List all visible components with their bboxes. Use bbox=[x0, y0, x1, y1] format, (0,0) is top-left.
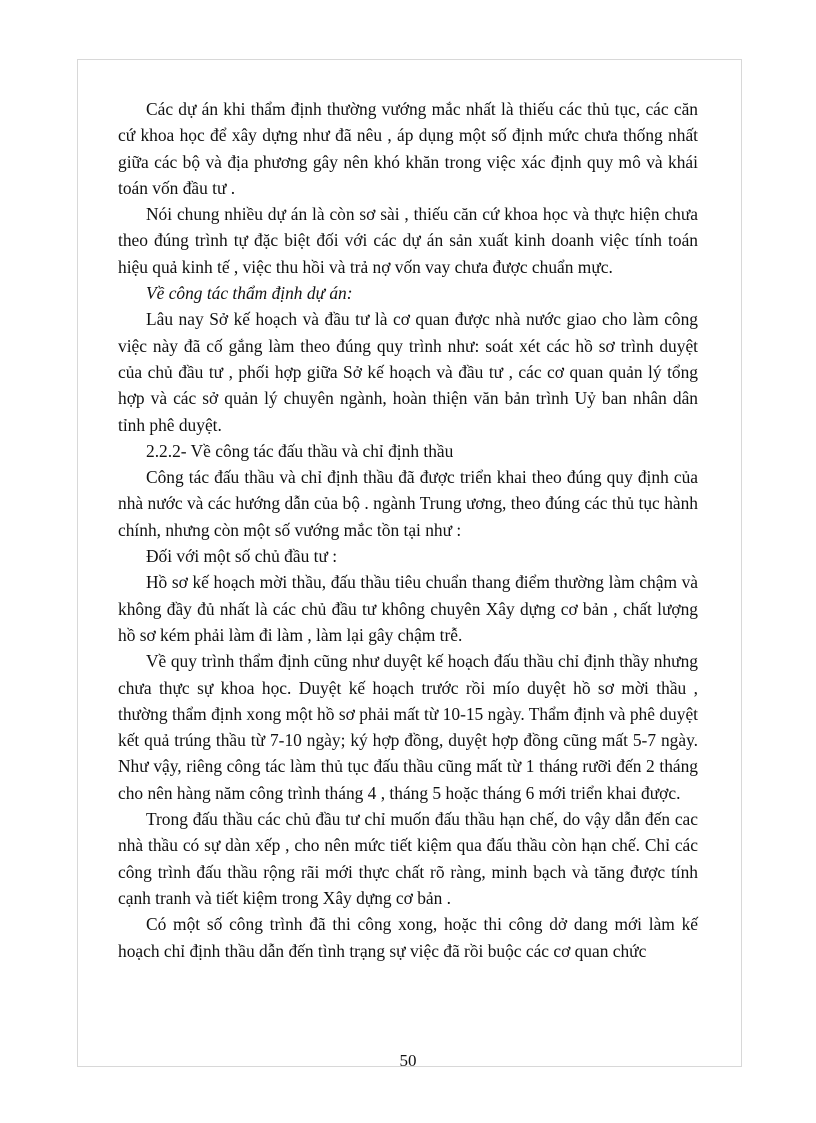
paragraph-planning-department: Lâu nay Sở kế hoạch và đầu tư là cơ quan được nhà nước giao cho làm công việc này đã cố gắng làm theo đúng quy trình như: soát xét các hồ sơ trình duyệt của chủ đầu tư , phối hợp giữa Sở kế hoạch và đầu tư , các cơ quan quản lý tổng hợp và các sở quản lý chuyên ngành, hoàn thiện văn bản trình Uỷ ban nhân dân tỉnh phê duyệt. bbox=[118, 309, 698, 435]
paragraph-appraisal-issues: Các dự án khi thẩm định thường vướng mắc nhất là thiếu các thủ tục, các căn cứ khoa học để xây dựng như đã nêu , áp dụng một số định mức chưa thống nhất giữa các bộ và địa phương gây nên khó khăn trong việc xác định quy mô và khái toán vốn đầu tư . bbox=[118, 99, 698, 198]
paragraph-completed-works: Có một số công trình đã thi công xong, hoặc thi công dở dang mới làm kế hoạch chỉ định thầu dẫn đến tình trạng sự việc đã rồi buộc các cơ quan chức bbox=[118, 914, 698, 961]
paragraph-bid-documents: Hồ sơ kế hoạch mời thầu, đấu thầu tiêu chuẩn thang điểm thường làm chậm và không đầy đủ nhất là các chủ đầu tư không chuyên Xây dựng cơ bản , chất lượng hồ sơ kém phải làm đi làm , làm lại gây chậm trễ. bbox=[118, 572, 698, 645]
section-heading-bidding: 2.2.2- Về công tác đấu thầu và chỉ định thầu bbox=[146, 440, 454, 461]
paragraph-bidding-overview: Công tác đấu thầu và chỉ định thầu đã được triển khai theo đúng quy định của nhà nước và các hướng dẫn của bộ . ngành Trung ương, theo đúng các thủ tục hành chính, nhưng còn một số vướng mắc tồn tại như : bbox=[118, 467, 698, 540]
page-number: 50 bbox=[399, 1051, 417, 1070]
paragraph-limited-bidding: Trong đấu thầu các chủ đầu tư chỉ muốn đấu thầu hạn chế, do vậy dẫn đến cac nhà thầu có sự dàn xếp , cho nên mức tiết kiệm qua đấu thầu còn hạn chế. Chỉ các công trình đấu thầu rộng rãi mới thực chất rõ ràng, minh bạch và tăng được tính cạnh tranh và tiết kiệm trong Xây dựng cơ bản . bbox=[118, 809, 698, 908]
paragraph-appraisal-procedure: Về quy trình thẩm định cũng như duyệt kế hoạch đấu thầu chỉ định thầy nhưng chưa thực sự khoa học. Duyệt kế hoạch trước rồi mío duyệt hồ sơ mời thầu , thường thẩm định xong một hồ sơ phải mất từ 10-15 ngày. Thẩm định và phê duyệt kết quả trúng thầu từ 7-10 ngày; ký hợp đồng, duyệt hợp đồng cũng mất 5-7 ngày. Như vậy, riêng công tác làm thủ tục đấu thầu cũng mất từ 1 tháng rưỡi đến 2 tháng cho nên hàng năm công trình tháng 4 , tháng 5 hoặc tháng 6 mới triển khai được. bbox=[118, 651, 698, 803]
subheading-appraisal-work: Về công tác thẩm định dự án: bbox=[146, 283, 353, 304]
document-body bbox=[118, 96, 698, 964]
subheading-investors: Đối với một số chủ đầu tư : bbox=[146, 546, 338, 567]
paragraph-projects-incomplete: Nói chung nhiều dự án là còn sơ sài , thiếu căn cứ khoa học và thực hiện chưa theo đúng trình tự đặc biệt đối với các dự án sản xuất kinh doanh việc tính toán hiệu quả kinh tế , việc thu hồi và trả nợ vốn vay chưa được chuẩn mực. bbox=[118, 204, 698, 277]
